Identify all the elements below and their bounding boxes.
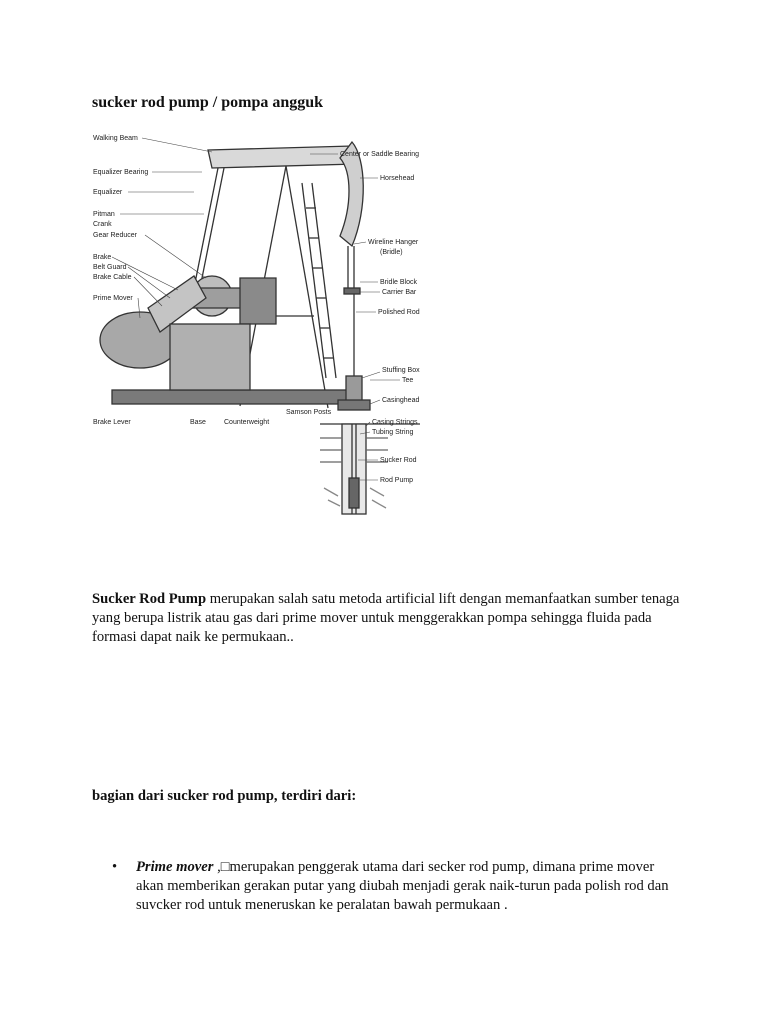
bullet: •: [112, 859, 118, 875]
label-pitman: Pitman: [93, 211, 115, 218]
intro-paragraph: [92, 590, 692, 647]
label-stuffing-box: Stuffing Box: [382, 367, 420, 374]
label-carrier-bar: Carrier Bar: [382, 289, 417, 296]
parts-list: [112, 858, 682, 915]
left-labels: [93, 135, 148, 302]
label-horsehead: Horsehead: [380, 175, 415, 182]
list-item-text: ,□merupakan penggerak utama dari secker rod pump, dimana prime mover akan memberikan gerakan putar yang diubah menjadi gerak naik-turun pada polish rod dan suvcker rod untuk meneruskan ke peralatan bawah permukaan .: [136, 859, 669, 913]
label-polished-rod: Polished Rod: [378, 309, 420, 316]
label-tubing-string: Tubing String: [372, 429, 414, 436]
label-rod-pump: Rod Pump: [380, 477, 414, 484]
label-wireline-hanger: Wireline Hanger: [368, 239, 419, 246]
label-bridle: (Bridle): [380, 249, 403, 256]
label-sucker-rod: Sucker Rod: [380, 457, 417, 464]
pump-diagram: [90, 128, 435, 520]
list-item-term: Prime mover: [136, 859, 214, 875]
label-walking-beam: Walking Beam: [93, 135, 138, 142]
bottom-labels: [93, 409, 332, 426]
label-gear-reducer: Gear Reducer: [93, 232, 137, 239]
label-brake-lever: Brake Lever: [93, 419, 131, 426]
walking-beam: [208, 146, 356, 168]
label-brake: Brake: [93, 254, 112, 261]
pump-diagram-svg: [90, 128, 435, 520]
list-item: [112, 858, 682, 915]
label-base: Base: [190, 419, 206, 426]
samson-post-right: [286, 166, 328, 408]
label-equalizer: Equalizer: [93, 189, 123, 196]
base: [112, 390, 356, 404]
label-bridle-block: Bridle Block: [380, 279, 417, 286]
label-belt-guard: Belt Guard: [93, 264, 127, 271]
section-subheading: bagian dari sucker rod pump, terdiri dari:: [92, 788, 357, 804]
label-counterweight: Counterweight: [224, 419, 270, 426]
paragraph-text: merupakan salah satu metoda artificial lift dengan memanfaatkan sumber tenaga yang berupa listrik atau gas dari prime mover untuk menggerakkan pompa sehingga fluida pada formasi dapat naik ke permukaan..: [92, 591, 680, 645]
label-prime-mover: Prime Mover: [93, 295, 133, 302]
document-title: sucker rod pump / pompa angguk: [92, 94, 324, 111]
label-equalizer-bearing: Equalizer Bearing: [93, 169, 149, 176]
label-samson-posts: Samson Posts: [286, 409, 332, 416]
label-brake-cable: Brake Cable: [93, 274, 132, 281]
label-center-bearing: Center or Saddle Bearing: [340, 151, 419, 158]
label-casing-strings: Casing Strings: [372, 419, 418, 426]
paragraph-lead: Sucker Rod Pump: [92, 591, 207, 607]
rod-pump: [349, 478, 359, 508]
counterweight: [240, 278, 276, 324]
label-crank: Crank: [93, 221, 112, 228]
label-tee: Tee: [402, 377, 414, 384]
casinghead: [338, 400, 370, 410]
label-casinghead: Casinghead: [382, 397, 420, 404]
